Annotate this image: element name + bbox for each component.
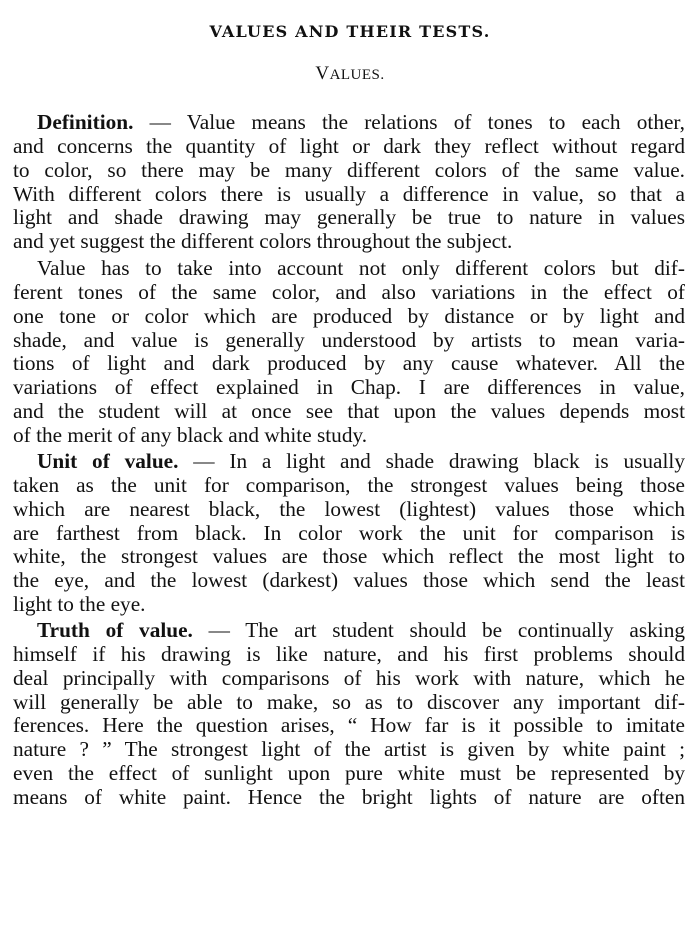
text-line: ferent tones of the same color, and also variations in the effect of <box>13 280 685 304</box>
definition-heading: Definition. <box>37 110 134 134</box>
text-line: to color, so there may be many different colors of the same value. <box>13 158 685 182</box>
text-line: light and shade drawing may generally be true to nature in values <box>13 205 685 229</box>
section-title-initial: V <box>315 63 330 84</box>
truth-of-value-heading: Truth of value. <box>37 618 193 642</box>
paragraph-definition-line: Definition. — Value means the relations of tones to each other, <box>37 110 685 134</box>
text-line: nature ? ” The strongest light of the artist is given by white paint ; <box>13 737 685 761</box>
text-line: white, the strongest values are those which reflect the most light to <box>13 544 685 568</box>
paragraph-truth-line: Truth of value. — The art student should be continually asking <box>37 618 685 642</box>
text-line: and the student will at once see that upon the values depends most <box>13 399 685 423</box>
section-title <box>0 63 700 85</box>
chapter-title: VALUES AND THEIR TESTS. <box>209 22 491 41</box>
text-line: even the effect of sunlight upon pure white must be represented by <box>13 761 685 785</box>
text-line: Value has to take into account not only different colors but dif- <box>37 256 685 280</box>
section-title-rest: ALUES. <box>329 67 385 83</box>
text-line: deal principally with comparisons of his work with nature, which he <box>13 666 685 690</box>
text-line: light to the eye. <box>13 592 146 616</box>
text-line: one tone or color which are produced by distance or by light and <box>13 304 685 328</box>
text-line: shade, and value is generally understood by artists to mean varia- <box>13 328 685 352</box>
text-line: and concerns the quantity of light or dark they reflect without regard <box>13 134 685 158</box>
text-line: will generally be able to make, so as to discover any important dif- <box>13 690 685 714</box>
paragraph-unit-line: Unit of value. — In a light and shade drawing black is usually <box>37 449 685 473</box>
text-line: tions of light and dark produced by any cause whatever. All the <box>13 351 685 375</box>
text-line: taken as the unit for comparison, the strongest values being those <box>13 473 685 497</box>
text-line: are farthest from black. In color work the unit for comparison is <box>13 521 685 545</box>
text-line: variations of effect explained in Chap. I are differences in value, <box>13 375 685 399</box>
unit-of-value-heading: Unit of value. <box>37 449 179 473</box>
text-line: ferences. Here the question arises, “ How far is it possible to imitate <box>13 713 685 737</box>
text-line: With different colors there is usually a difference in value, so that a <box>13 182 685 206</box>
text-line: himself if his drawing is like nature, and his first problems should <box>13 642 685 666</box>
text-line: of the merit of any black and white study. <box>13 423 368 447</box>
text-line: the eye, and the lowest (darkest) values those which send the least <box>13 568 685 592</box>
text-line: which are nearest black, the lowest (lightest) values those which <box>13 497 685 521</box>
text-line: and yet suggest the different colors throughout the subject. <box>13 229 513 253</box>
text-line: means of white paint. Hence the bright lights of nature are often <box>13 785 685 809</box>
